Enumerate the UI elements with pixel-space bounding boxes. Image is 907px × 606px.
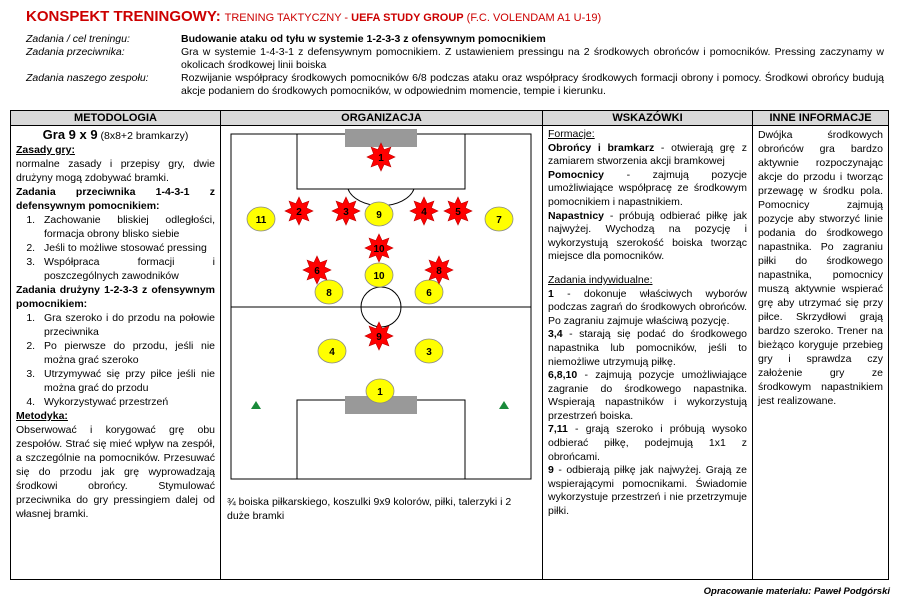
goal-label: Zadania naszego zespołu: <box>26 72 149 84</box>
rules-text: normalne zasady i przepisy gry, dwie drużyny mogą zdobywać bramki. <box>16 158 215 184</box>
list-item: 4. Wykorzystywać przestrzeń <box>38 395 215 409</box>
individual-item <box>548 464 747 518</box>
formacje-item <box>548 169 747 210</box>
player-number: 11 <box>255 215 267 226</box>
player-number: 6 <box>426 288 432 299</box>
individual-item-text: - grają szeroko i próbują wysoko odbierać piłkę, podejmują 1x1 z obrońcami. <box>548 423 747 463</box>
player-number: 1 <box>377 387 383 398</box>
players-layer <box>247 143 513 403</box>
goal-row <box>26 46 884 72</box>
player-number: 8 <box>436 266 442 277</box>
player-number: 1 <box>378 153 384 164</box>
individual-item-label: 1 <box>548 287 554 300</box>
game-title-sub: (8x8+2 bramkarzy) <box>97 130 189 142</box>
pitch-diagram <box>221 126 543 488</box>
game-title-main: Gra 9 x 9 <box>42 127 98 142</box>
formacje-item-label: Obrońcy i bramkarz <box>548 141 655 154</box>
player-number: 7 <box>496 215 502 226</box>
organizacja-cell <box>221 126 543 580</box>
formacje-item <box>548 142 747 169</box>
header-metodologia: METODOLOGIA <box>11 111 221 126</box>
individual-item <box>548 369 747 423</box>
list-item: 2. Jeśli to możliwe stosować pressing <box>38 241 215 255</box>
method-text: Obserwować i korygować grę obu zespołów. Strać się mieć wpływ na zespół, a szczególnie na pomocników. Przesuwać się do przodu jak grę wyprowadzają środkowi obrońcy. Stymulować przeciwnika do gry pressingiem dalej od własnej bramki. <box>16 424 215 520</box>
list-item: 2. Po pierwsze do przodu, jeśli nie można grać szeroko <box>38 339 215 367</box>
list-item: 1. Gra szeroko i do przodu na połowie przeciwnika <box>38 311 215 339</box>
player-number: 6 <box>314 266 320 277</box>
goal-value: Budowanie ataku od tyłu w systemie 1-2-3-3 z ofensywnym pomocnikiem <box>181 33 546 45</box>
team-list <box>16 311 215 409</box>
individual-item-label: 6,8,10 <box>548 369 578 382</box>
goals-section <box>26 33 884 98</box>
formacje-item-text: - próbują odbierać piłkę jak najwyżej. Wychodzą na pozycję i wykorzystują szerokość boiska tworząc miejsce dla pomocników. <box>548 209 747 263</box>
list-item: 3. Współpraca formacji i poszczególnych zawodników <box>38 255 215 283</box>
individual-item <box>548 328 747 369</box>
individual-item-text: - odbierają piłkę jak najwyżej. Grają ze wspierającymi pomocnikami. Świadomie wykorzystuje przestrzeń i nie przetrzymuje piłki. <box>548 464 747 518</box>
cone-right <box>499 401 509 409</box>
goal-row <box>26 33 884 46</box>
title-main: KONSPEKT TRENINGOWY: <box>26 8 221 25</box>
header-inne: INNE INFORMACJE <box>753 111 889 126</box>
formacje-item-label: Napastnicy <box>548 209 605 222</box>
formacje-heading: Formacje: <box>548 128 595 140</box>
page-title <box>26 8 601 25</box>
goal-row <box>26 72 884 98</box>
player-number: 3 <box>343 207 349 218</box>
goal-value: Rozwijanie współpracy środkowych pomocników 6/8 podczas ataku oraz współpracy środkowych formacji obrony i pomocy. Środkowi obrońcy budują akcje podaniem do środkowych pomocników, w odpowiednim momencie, tempie i kierunku. <box>181 72 884 97</box>
player-number: 5 <box>455 207 461 218</box>
individual-item-text: - dokonuje właściwych wyborów podczas zagrań do środkowych obrońców. Po zagraniu zajmuje właściwą pozycję. <box>548 287 747 327</box>
credit: Opracowanie materiału: Paweł Podgórski <box>703 586 890 597</box>
list-item: 1. Zachowanie bliskiej odległości, formacja obrony blisko siebie <box>38 213 215 241</box>
game-title <box>16 128 215 143</box>
list-item: 3. Utrzymywać się przy piłce jeśli nie można grać do przodu <box>38 367 215 395</box>
goal-value: Gra w systemie 1-4-3-1 z defensywnym pomocnikiem. Z ustawieniem pressingu na 2 środkowych obrońców i pomocników. Pressing zaczynamy w okolicach środkowej linii boiska <box>181 46 884 71</box>
inne-text: Dwójka środkowych obrońców gra bardzo aktywnie rozpoczynając akcje do przodu i tworząc przewagę w środku pola. Pomocnicy zajmują pozycje aby stworzyć linie podania do środkowego napastnika. Po zagraniu piłki do środkowego napastnika, pomocnicy muszą aktywnie wspierać grę aby utrzymać się przy piłce. Skrzydłowi grają bardzo szeroko. Trener na bieżąco koryguje przebieg gry i sprawdza czy założenie gry ze środkowym napastnikiem jest realizowane. <box>758 129 883 407</box>
player-number: 8 <box>326 288 332 299</box>
individual-item-text: - zajmują pozycje umożliwiające zagranie do środkowego napastnika. Wspierają napastników i wykorzystują przestrzeń boiska. <box>548 369 747 422</box>
player-number: 4 <box>421 207 427 218</box>
individual-item-label: 7,11 <box>548 423 568 436</box>
training-table <box>10 110 889 580</box>
method-heading: Metodyka: <box>16 410 68 422</box>
cone-left <box>251 401 261 409</box>
individual-item-label: 9 <box>548 464 554 477</box>
individual-item-label: 3,4 <box>548 328 563 341</box>
player-number: 9 <box>376 332 382 343</box>
wskazowki-cell <box>543 126 753 580</box>
formacje-item <box>548 210 747 264</box>
formacje-item-text: - zajmują pozycje umożliwiające współpracę ze środkowym pomocnikiem i napastnikiem. <box>548 168 747 208</box>
player-number: 3 <box>426 347 432 358</box>
header-organizacja: ORGANIZACJA <box>221 111 543 126</box>
player-number: 10 <box>373 271 385 282</box>
metodologia-cell <box>11 126 221 580</box>
goal-label: Zadania / cel treningu: <box>26 33 130 45</box>
individual-heading: Zadania indywidualne: <box>548 273 653 286</box>
team-heading: Zadania drużyny 1-2-3-3 z ofensywnym pomocnikiem: <box>16 284 215 310</box>
title-group: UEFA STUDY GROUP <box>351 12 464 24</box>
title-type: TRENING TAKTYCZNY - <box>224 12 352 24</box>
player-number: 2 <box>296 207 302 218</box>
individual-item <box>548 288 747 329</box>
equipment-text: ¾ boiska piłkarskiego, koszulki 9x9 kolorów, piłki, talerzyki i 2 duże bramki <box>227 496 512 522</box>
header-wskazowki: WSKAZÓWKI <box>543 111 753 126</box>
player-number: 4 <box>329 347 335 358</box>
title-club: (F.C. VOLENDAM A1 U-19) <box>463 12 602 24</box>
opponent-list <box>16 213 215 283</box>
player-number: 9 <box>376 210 382 221</box>
goal-label: Zadania przeciwnika: <box>26 46 125 58</box>
formacje-item-text: - otwierają grę z zamiarem stworzenia akcji bramkowej <box>548 141 747 168</box>
individual-item-text: - starają się podać do środkowego napastnika lub pomocników, jeśli to niemożliwe utrzymują piłkę. <box>548 328 747 368</box>
rules-heading: Zasady gry: <box>16 144 75 156</box>
player-number: 10 <box>373 244 385 255</box>
formacje-item-label: Pomocnicy <box>548 168 605 181</box>
individual-item <box>548 423 747 464</box>
pitch-lines <box>231 134 531 479</box>
opponent-heading: Zadania przeciwnika 1-4-3-1 z defensywnym pomocnikiem: <box>16 186 215 212</box>
inne-cell <box>753 126 889 580</box>
